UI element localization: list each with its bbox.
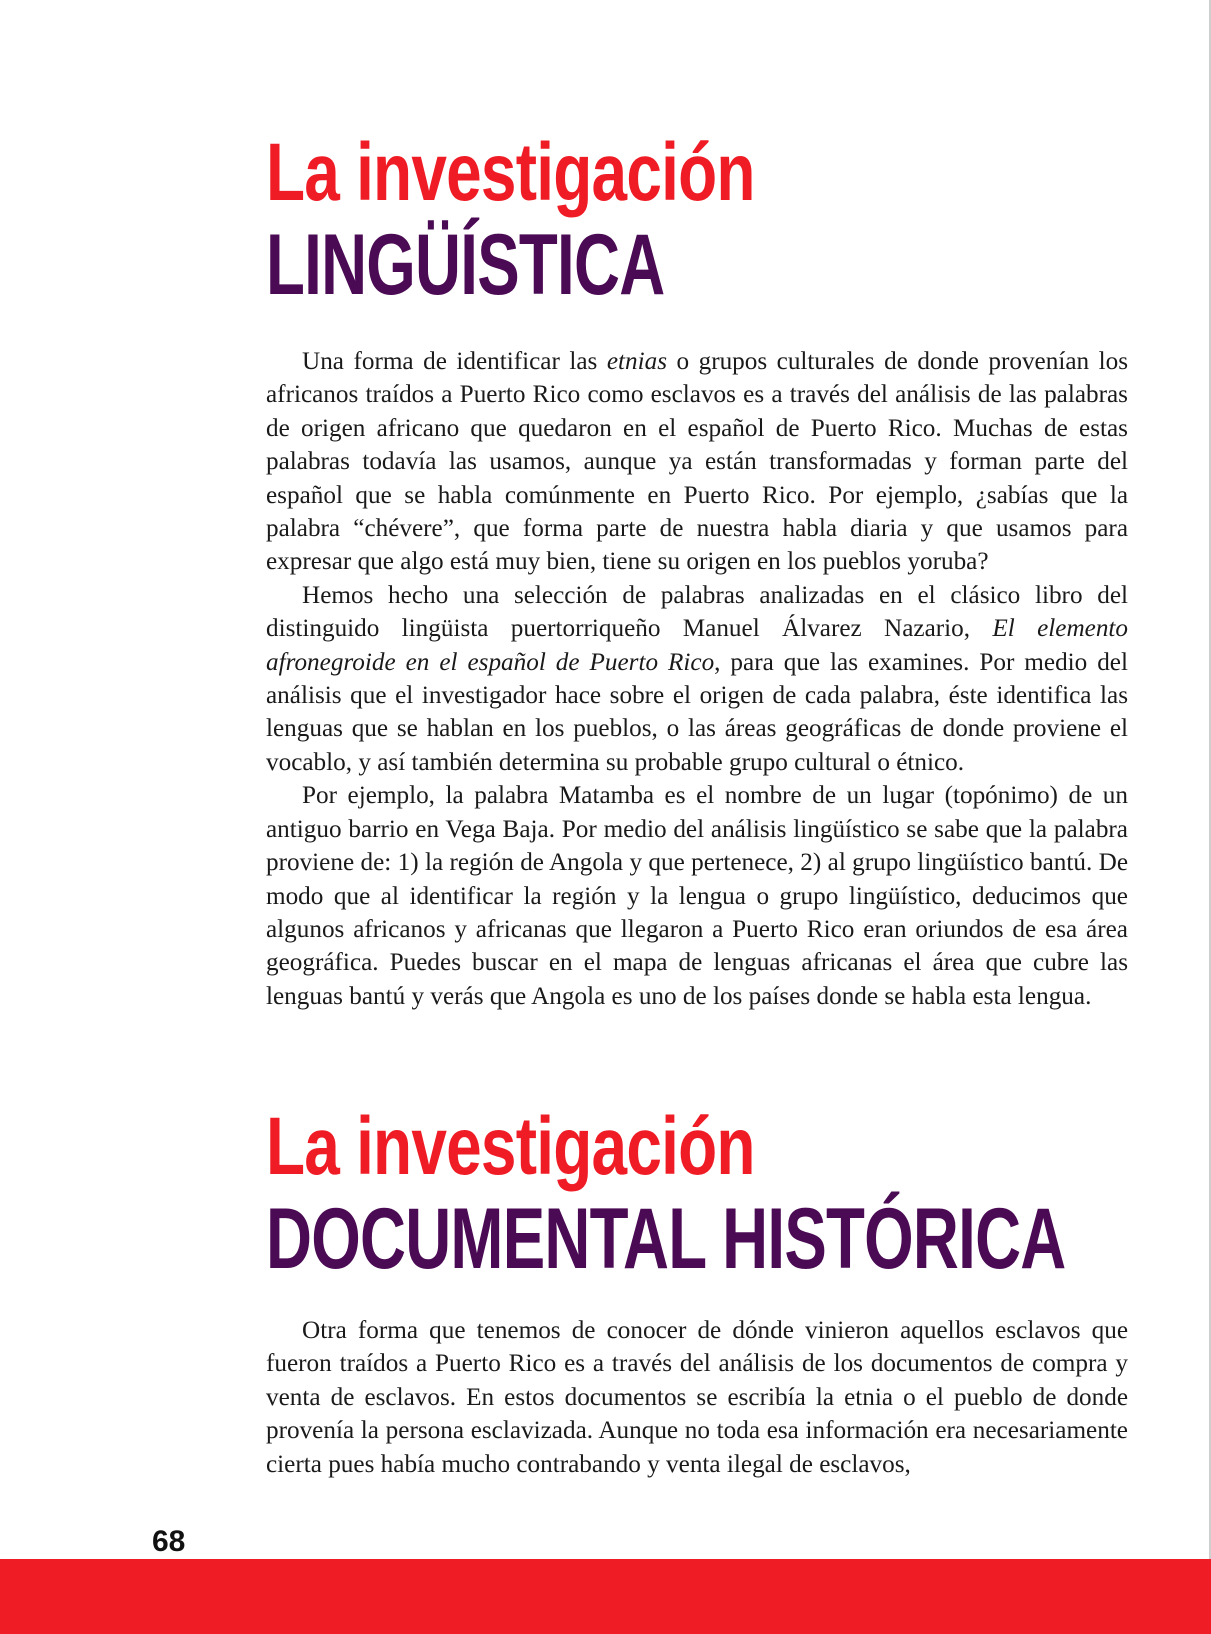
paragraph-1 xyxy=(266,345,1128,579)
heading-line-2: LINGÜÍSTICA xyxy=(266,217,665,313)
italic-term: etnias xyxy=(606,348,668,375)
section-heading-documental xyxy=(266,1101,1211,1287)
paragraph-text: Una forma de identificar las xyxy=(302,348,607,375)
section-body-documental xyxy=(266,1314,1128,1481)
paragraph-text: o grupos culturales de donde provenían los africanos traídos a Puerto Rico como esclavos es a través del análisis de las palabras de origen africano que quedaron en el español de Puerto Rico. Muchas de estas palabras todavía las usamos, aunque ya están transformadas y forman parte del español que se habla comúnmente en Puerto Rico. Por ejemplo, ¿sabías que la palabra “chévere”, que forma parte de nuestra habla diaria y que usamos para expresar que algo está muy bien, tiene su origen en los pueblos yoruba? xyxy=(266,348,1128,576)
page-number: 68 xyxy=(152,1525,186,1558)
section-heading-linguistica xyxy=(266,127,893,313)
heading-line-2: DOCUMENTAL HISTÓRICA xyxy=(266,1191,1066,1287)
heading-line-1: La investigación xyxy=(266,127,755,218)
paragraph-2 xyxy=(266,579,1128,779)
paragraph-text: Hemos hecho una selección de palabras analizadas en el clásico libro del distinguido lingüista puertorriqueño Manuel Álvarez Nazario, xyxy=(266,581,1128,643)
footer-bar xyxy=(0,1559,1211,1634)
section-body-linguistica xyxy=(266,345,1128,1013)
paragraph-3: Por ejemplo, la palabra Matamba es el nombre de un lugar (topónimo) de un antiguo barrio en Vega Baja. Por medio del análisis lingüístico se sabe que la palabra proviene de: 1) la región de Angola y que pertenece, 2) al grupo lingüístico bantú. De modo que al identificar la región y la lengua o grupo lingüístico, deducimos que algunos africanos y africanas que llegaron a Puerto Rico eran oriundos de esa área geográfica. Puedes buscar en el mapa de lenguas africanas el área que cubre las lenguas bantú y verás que Angola es uno de los países donde se habla esta lengua. xyxy=(266,782,1128,1010)
heading-line-1: La investigación xyxy=(266,1101,755,1192)
paragraph-1: Otra forma que tenemos de conocer de dónde vinieron aquellos esclavos que fueron traídos a Puerto Rico es a través del análisis de los documentos de compra y venta de esclavos. En estos documentos se escribía la etnia o el pueblo de donde provenía la persona esclavizada. Aunque no toda esa información era necesariamente cierta pues había mucho contrabando y venta ilegal de esclavos, xyxy=(266,1317,1128,1478)
book-title: El elemento afronegroide en el español de Puerto Rico xyxy=(266,615,1129,676)
paragraph-text: , para que las examines. Por medio del análisis que el investigador hace sobre el origen de cada palabra, éste identifica las lenguas que se hablan en los pueblos, o las áreas geográficas de donde proviene el vocablo, y así también determina su probable grupo cultural o étnico. xyxy=(266,648,1128,776)
